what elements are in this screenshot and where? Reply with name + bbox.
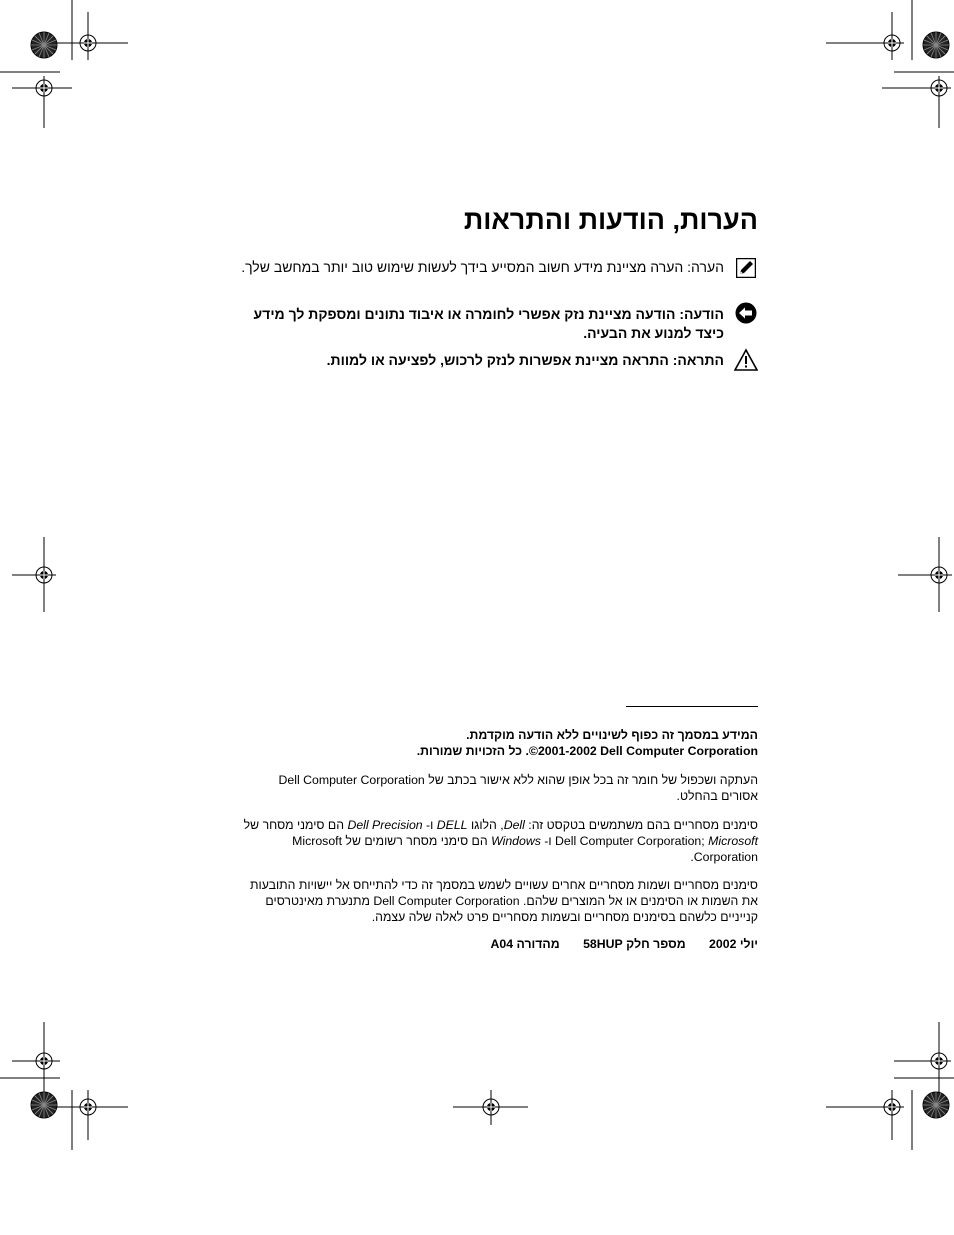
divider [626,706,758,707]
crop-mark-bottom-right [826,1022,954,1150]
trademarks-text-b: , הלוגו [467,818,504,832]
publication-date: יולי 2002 [709,937,758,951]
note-label: הערה: [687,259,724,275]
change-notice [240,727,758,759]
trademark-microsoft: Microsoft [708,834,758,848]
reproduction-notice [240,772,758,804]
change-notice-line: המידע במסמך זה כפוף לשינויים ללא הודעה מוקדמת. [466,728,758,742]
caution-block [240,348,758,374]
caution-text: התראה מציינת אפשרות לנזק לרכוש, לפציעה או למוות. [326,352,669,368]
part-number-line [471,937,758,951]
notice-label: הודעה: [679,306,724,322]
trademarks-text-f: הם סימני מסחר רשומים של Microsoft Corporation. [292,834,758,864]
trademarks-text-a: סימנים מסחריים בהם משתמשים בטקסט זה: [524,818,758,832]
crop-mark-bottom-center [453,1090,528,1125]
trademarks-text-e: ו- [540,834,556,848]
trademarks-text-d: הם סימני מסחר של Dell Computer Corporation; [243,818,709,848]
trademark-dell: Dell [503,818,525,832]
trademarks-text-c: ו- [422,818,437,832]
crop-mark-top-left [0,0,128,128]
trademark-precision: Dell Precision [347,818,423,832]
other-marks-notice [240,877,758,925]
crop-mark-mid-right [898,537,952,612]
trademark-dell-logo: DELL [436,818,468,832]
caution-triangle-icon [734,348,758,372]
other-marks-text: סימנים מסחריים ושמות מסחריים אחרים עשויים לשמש במסמך זה כדי להתייחס אל יישויות התובעות את השמות או הסימנים או אל המוצרים שלהם. Dell Computer Corporation מתנערת מאינטרסים קנייניים כלשהם בסימנים מסחריים ובשמות מסחריים פרט לאלה שלה עצמה. [250,878,758,924]
crop-mark-mid-left [12,537,56,612]
copyright-line: ‎©2001-2002 Dell Computer Corporation‏. כל הזכויות שמורות. [416,744,758,758]
trademarks-notice [240,817,758,865]
revision: מהדורה A04 [490,937,560,951]
reproduction-text: העתקה ושכפול של חומר זה בכל אופן שהוא ללא אישור בכתב של Dell Computer Corporation אסורים בהחלט. [278,773,758,803]
part-number: מספר חלק 58HUP [583,937,686,951]
trademark-windows: Windows [491,834,541,848]
crop-mark-top-right [826,0,954,128]
caution-label: התראה: [672,352,724,368]
notice-text: הודעה מציינת נזק אפשרי לחומרה או איבוד נתונים ומספקת לך מידע כיצד למנוע את הבעיה. [253,306,724,341]
notice-block [240,301,758,345]
crop-mark-bottom-left [0,1022,128,1150]
page-title: הערות, הודעות והתראות [463,205,758,235]
note-pencil-icon [734,256,758,280]
note-block [240,256,758,300]
notice-hand-icon [734,301,758,325]
note-text: הערה מציינת מידע חשוב המסייע בידך לעשות שימוש טוב יותר במחשב שלך. [241,259,684,275]
